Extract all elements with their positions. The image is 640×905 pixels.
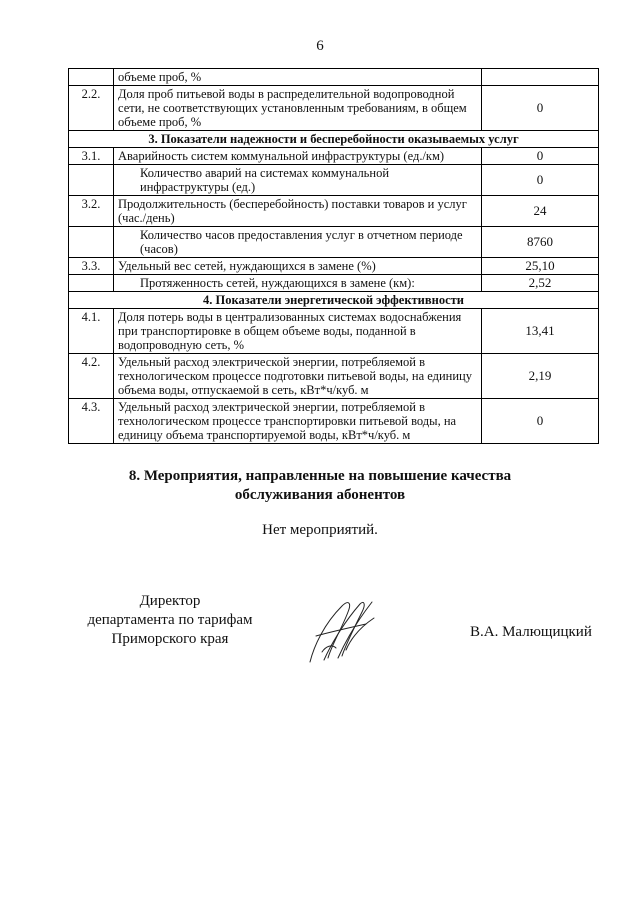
table-row: [69, 86, 599, 131]
section-8-heading: [0, 467, 640, 505]
indicator-name: Удельный расход электрической энергии, потребляемой в технологическом процессе подготовки питьевой воды, на единицу объема воды, отпускаемой в сеть, кВт*ч/куб. м: [114, 354, 482, 399]
signer-name: В.А. Малющицкий: [470, 624, 592, 640]
indicator-value: 24: [482, 196, 599, 227]
row-number: [69, 227, 114, 258]
row-number: 4.2.: [69, 354, 114, 399]
indicator-name: объеме проб, %: [114, 69, 482, 86]
table-row: [69, 275, 599, 292]
table-row: [69, 258, 599, 275]
section-title: 3. Показатели надежности и бесперебойности оказываемых услуг: [69, 131, 599, 148]
row-number: 4.3.: [69, 399, 114, 444]
indicators-table: [68, 68, 599, 444]
section-header-row: [69, 292, 599, 309]
indicator-value: 8760: [482, 227, 599, 258]
row-number: [69, 165, 114, 196]
row-number: 2.2.: [69, 86, 114, 131]
row-number: 3.1.: [69, 148, 114, 165]
row-number: 3.2.: [69, 196, 114, 227]
section-header-row: [69, 131, 599, 148]
indicator-value: 0: [482, 86, 599, 131]
indicator-name: Аварийность систем коммунальной инфраструктуры (ед./км): [114, 148, 482, 165]
signer-position-line-1: Директор: [139, 593, 201, 609]
indicator-value: 0: [482, 399, 599, 444]
section-8-heading-line-1: 8. Мероприятия, направленные на повышение качества: [128, 468, 512, 484]
indicator-value: 2,52: [482, 275, 599, 292]
indicator-name: Количество аварий на системах коммунальной инфраструктуры (ед.): [114, 165, 482, 196]
signer-position-line-3: Приморского края: [111, 631, 229, 647]
indicator-name: Количество часов предоставления услуг в отчетном периоде (часов): [114, 227, 482, 258]
indicator-value: 0: [482, 165, 599, 196]
indicator-value: 13,41: [482, 309, 599, 354]
indicator-name: Удельный вес сетей, нуждающихся в замене (%): [114, 258, 482, 275]
table-row: [69, 165, 599, 196]
indicator-value: 2,19: [482, 354, 599, 399]
section-8-heading-line-2: обслуживания абонентов: [234, 487, 406, 503]
section-title: 4. Показатели энергетической эффективности: [69, 292, 599, 309]
indicator-value: 0: [482, 148, 599, 165]
table-row: [69, 69, 599, 86]
table-row: [69, 399, 599, 444]
indicator-value: 25,10: [482, 258, 599, 275]
table-row: [69, 309, 599, 354]
row-number: 3.3.: [69, 258, 114, 275]
row-number: [69, 275, 114, 292]
signer-position-line-2: департамента по тарифам: [87, 612, 253, 628]
signer-position: [40, 592, 300, 649]
table-row: [69, 227, 599, 258]
table-row: [69, 148, 599, 165]
indicator-name: Протяженность сетей, нуждающихся в замене (км):: [114, 275, 482, 292]
row-number: [69, 69, 114, 86]
section-8-body: Нет мероприятий.: [262, 522, 378, 538]
indicator-name: Удельный расход электрической энергии, потребляемой в технологическом процессе транспортировки питьевой воды, на единицу объема транспортируемой воды, кВт*ч/куб. м: [114, 399, 482, 444]
table-row: [69, 354, 599, 399]
indicator-name: Доля потерь воды в централизованных системах водоснабжения при транспортировке в общем объеме воды, поданной в водопроводную сеть, %: [114, 309, 482, 354]
handwritten-signature: [302, 596, 382, 666]
table-row: [69, 196, 599, 227]
indicator-name: Доля проб питьевой воды в распределительной водопроводной сети, не соответствующих установленным требованиям, в общем объеме проб, %: [114, 86, 482, 131]
indicator-value: [482, 69, 599, 86]
indicators-table-body: [69, 69, 599, 444]
indicator-name: Продолжительность (бесперебойность) поставки товаров и услуг (час./день): [114, 196, 482, 227]
page-number: 6: [316, 38, 324, 54]
row-number: 4.1.: [69, 309, 114, 354]
